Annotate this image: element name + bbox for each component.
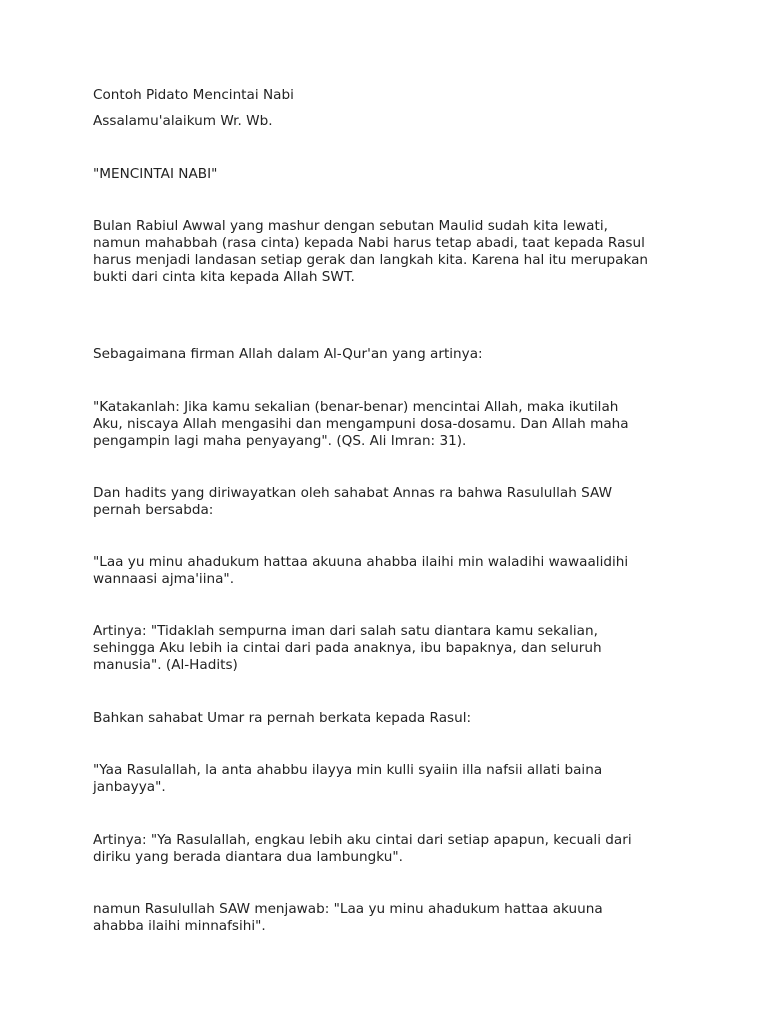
paragraph-intro: Bulan Rabiul Awwal yang mashur dengan sebutan Maulid sudah kita lewati, namun mahabbah (rasa cinta) kepada Nabi harus tetap abadi, taat kepada Rasul harus menjadi landasan setiap gerak dan langkah kita. Karena hal itu merupakan bukti dari cinta kita kepada Allah SWT. — [93, 218, 649, 285]
paragraph-umar-meaning: Artinya: "Ya Rasulallah, engkau lebih aku cintai dari setiap apapun, kecuali dari diriku yang berada diantara dua lambungku". — [93, 832, 632, 865]
paragraph-hadits-intro: Dan hadits yang diriwayatkan oleh sahabat Annas ra bahwa Rasulullah SAW pernah bersabda: — [93, 485, 613, 518]
speech-heading: "MENCINTAI NABI" — [93, 166, 218, 182]
paragraph-rasul-answer: namun Rasulullah SAW menjawab: "Laa yu minu ahadukum hattaa akuuna ahabba ilaihi minnafsihi". — [93, 901, 603, 934]
paragraph-umar-intro: Bahkan sahabat Umar ra pernah berkata kepada Rasul: — [93, 710, 472, 726]
greeting: Assalamu'alaikum Wr. Wb. — [93, 113, 273, 129]
paragraph-hadits-arabic: "Laa yu minu ahadukum hattaa akuuna ahabba ilaihi min waladihi wawaalidihi wannaasi ajma'iina". — [93, 554, 629, 587]
document-title: Contoh Pidato Mencintai Nabi — [93, 87, 294, 103]
paragraph-firman: Sebagaimana firman Allah dalam Al-Qur'an yang artinya: — [93, 346, 483, 362]
paragraph-quran-quote: "Katakanlah: Jika kamu sekalian (benar-benar) mencintai Allah, maka ikutilah Aku, niscaya Allah mengasihi dan mengampuni dosa-dosamu. Dan Allah maha pengampin lagi maha penyayang". (QS. Ali Imran: 31). — [93, 399, 629, 449]
paragraph-hadits-meaning: Artinya: "Tidaklah sempurna iman dari salah satu diantara kamu sekalian, sehingga Aku lebih ia cintai dari pada anaknya, ibu bapaknya, dan seluruh manusia". (Al-Hadits) — [93, 623, 602, 673]
paragraph-umar-quote: "Yaa Rasulallah, la anta ahabbu ilayya min kulli syaiin illa nafsii allati baina janbayya". — [93, 762, 603, 795]
